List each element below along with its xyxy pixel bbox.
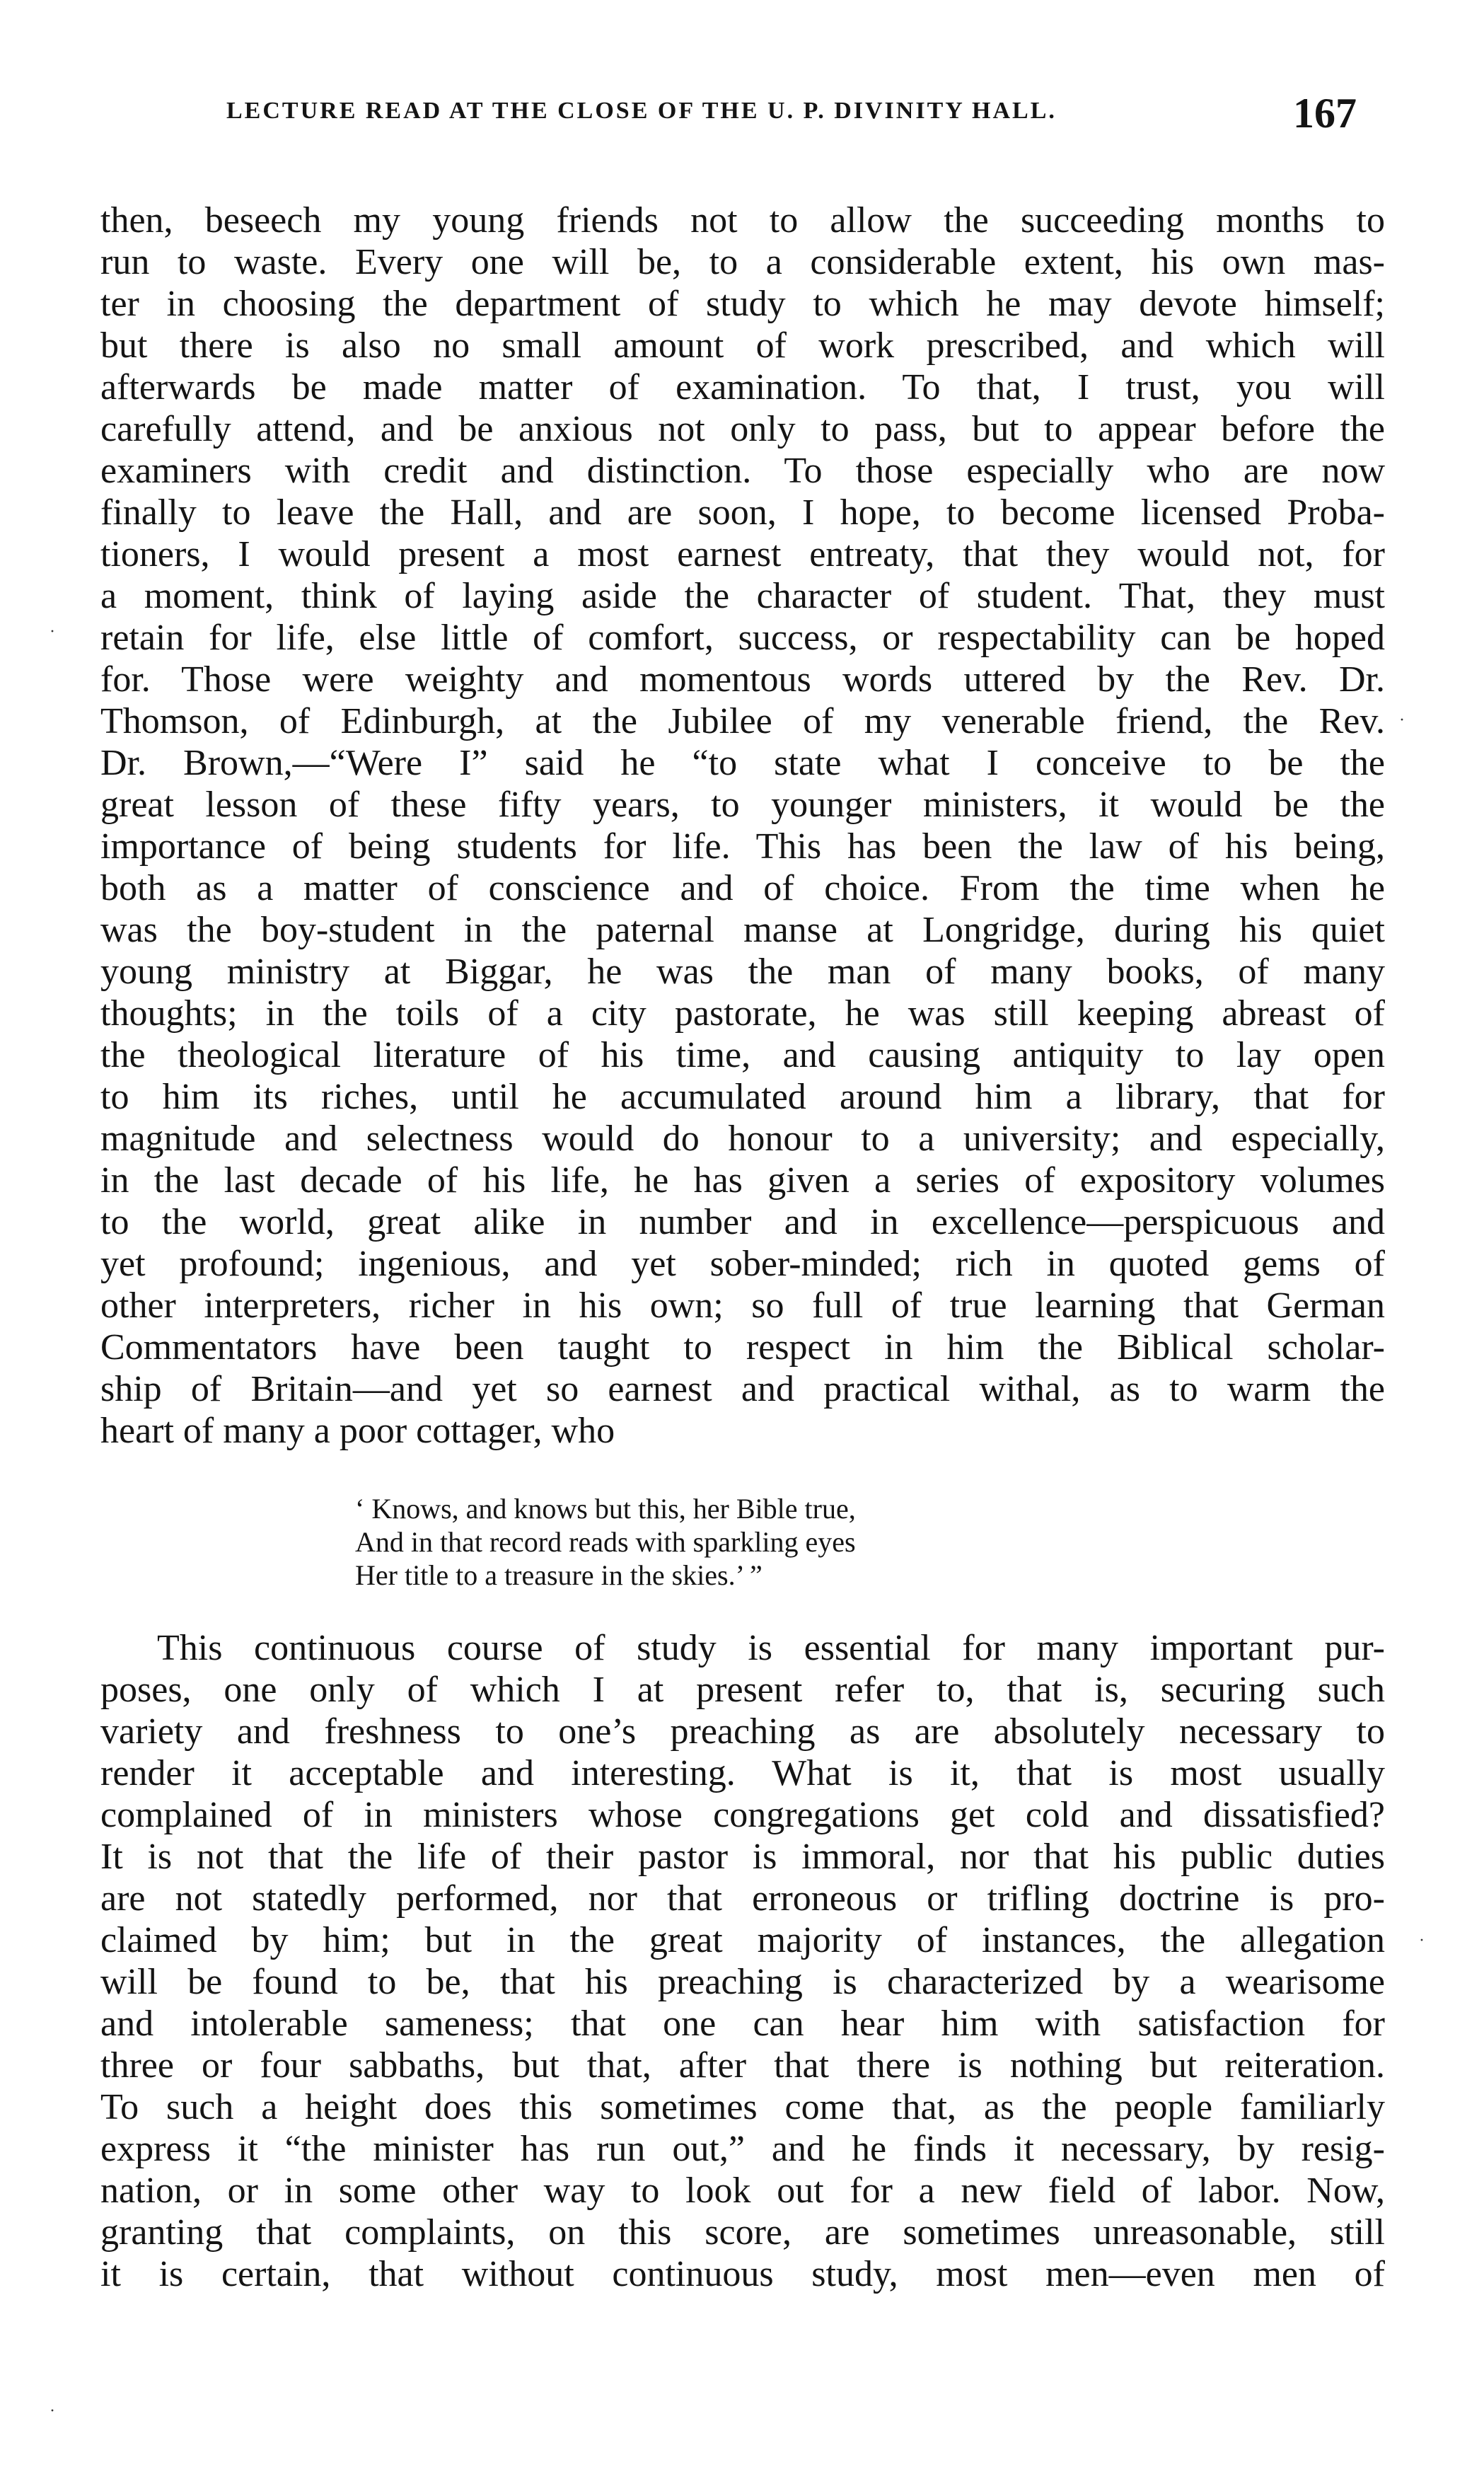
text-line: poses, one only of which I at present refer to, that is, securing such: [100, 1670, 1385, 1710]
margin-speck: ·: [1419, 1931, 1425, 1950]
text-line: express it “the minister has run out,” and he finds it necessary, by resig-: [100, 2129, 1385, 2169]
text-line: to him its riches, until he accumulated around him a library, that for: [100, 1077, 1385, 1117]
margin-speck: ·: [50, 2402, 55, 2420]
page-number: 167: [1293, 90, 1357, 137]
verse-line: ‘ Knows, and knows but this, her Bible true,: [355, 1493, 856, 1525]
text-line: It is not that the life of their pastor is immoral, nor that his public duties: [100, 1837, 1385, 1877]
text-line: run to waste. Every one will be, to a considerable extent, his own mas-: [100, 242, 1385, 282]
text-line: finally to leave the Hall, and are soon, I hope, to become licensed Proba-: [100, 492, 1385, 533]
text-line: Dr. Brown,—“Were I” said he “to state what I conceive to be the: [100, 743, 1385, 783]
text-line: Commentators have been taught to respect in him the Biblical scholar-: [100, 1327, 1385, 1368]
text-line: render it acceptable and interesting. What is it, that is most usually: [100, 1753, 1385, 1793]
text-line: for. Those were weighty and momentous words uttered by the Rev. Dr.: [100, 659, 1385, 700]
text-line: This continuous course of study is essential for many important pur-: [157, 1628, 1385, 1668]
verse-line: And in that record reads with sparkling eyes: [355, 1526, 856, 1558]
text-line: importance of being students for life. This has been the law of his being,: [100, 826, 1385, 867]
text-line: three or four sabbaths, but that, after that there is nothing but reiteration.: [100, 2045, 1385, 2086]
text-line: retain for life, else little of comfort, success, or respectability can be hoped: [100, 618, 1385, 658]
running-head: LECTURE READ AT THE CLOSE OF THE U. P. DIVINITY HALL.: [226, 98, 1057, 124]
text-line: in the last decade of his life, he has given a series of expository volumes: [100, 1160, 1385, 1201]
text-line: the theological literature of his time, and causing antiquity to lay open: [100, 1035, 1385, 1075]
text-line: variety and freshness to one’s preaching as are absolutely necessary to: [100, 1711, 1385, 1752]
margin-speck: ·: [1399, 711, 1405, 729]
text-line: complained of in ministers whose congregations get cold and dissatisfied?: [100, 1795, 1385, 1835]
text-line: thoughts; in the toils of a city pastorate, he was still keeping abreast of: [100, 993, 1385, 1034]
text-line: a moment, think of laying aside the character of student. That, they must: [100, 576, 1385, 616]
text-line: was the boy-student in the paternal manse at Longridge, during his quiet: [100, 910, 1385, 950]
text-line: afterwards be made matter of examination. To that, I trust, you will: [100, 367, 1385, 407]
text-line: will be found to be, that his preaching is characterized by a wearisome: [100, 1962, 1385, 2002]
text-line: young ministry at Biggar, he was the man of many books, of many: [100, 952, 1385, 992]
text-line: ship of Britain—and yet so earnest and practical withal, as to warm the: [100, 1369, 1385, 1409]
verse-line: Her title to a treasure in the skies.’ ”: [355, 1559, 763, 1591]
text-line: heart of many a poor cottager, who: [100, 1411, 615, 1451]
text-line: Thomson, of Edinburgh, at the Jubilee of my venerable friend, the Rev.: [100, 701, 1385, 741]
text-line: great lesson of these fifty years, to younger ministers, it would be the: [100, 785, 1385, 825]
text-line: it is certain, that without continuous study, most men—even men of: [100, 2254, 1385, 2294]
text-line: and intolerable sameness; that one can hear him with satisfaction for: [100, 2004, 1385, 2044]
margin-speck: ·: [50, 623, 55, 641]
text-line: then, beseech my young friends not to allow the succeeding months to: [100, 200, 1385, 241]
text-line: tioners, I would present a most earnest entreaty, that they would not, for: [100, 534, 1385, 574]
text-line: other interpreters, richer in his own; so full of true learning that German: [100, 1285, 1385, 1326]
text-line: yet profound; ingenious, and yet sober-minded; rich in quoted gems of: [100, 1244, 1385, 1284]
text-line: nation, or in some other way to look out for a new field of labor. Now,: [100, 2170, 1385, 2211]
text-line: are not statedly performed, nor that erroneous or trifling doctrine is pro-: [100, 1878, 1385, 1919]
text-line: ter in choosing the department of study to which he may devote himself;: [100, 284, 1385, 324]
text-line: granting that complaints, on this score, are sometimes unreasonable, still: [100, 2212, 1385, 2253]
text-line: claimed by him; but in the great majority of instances, the allegation: [100, 1920, 1385, 1960]
text-line: To such a height does this sometimes come that, as the people familiarly: [100, 2087, 1385, 2127]
text-line: examiners with credit and distinction. To those especially who are now: [100, 451, 1385, 491]
text-line: both as a matter of conscience and of choice. From the time when he: [100, 868, 1385, 908]
text-line: to the world, great alike in number and in excellence—perspicuous and: [100, 1202, 1385, 1242]
text-line: magnitude and selectness would do honour to a university; and especially,: [100, 1118, 1385, 1159]
text-line: but there is also no small amount of work prescribed, and which will: [100, 325, 1385, 366]
text-line: carefully attend, and be anxious not only to pass, but to appear before the: [100, 409, 1385, 449]
